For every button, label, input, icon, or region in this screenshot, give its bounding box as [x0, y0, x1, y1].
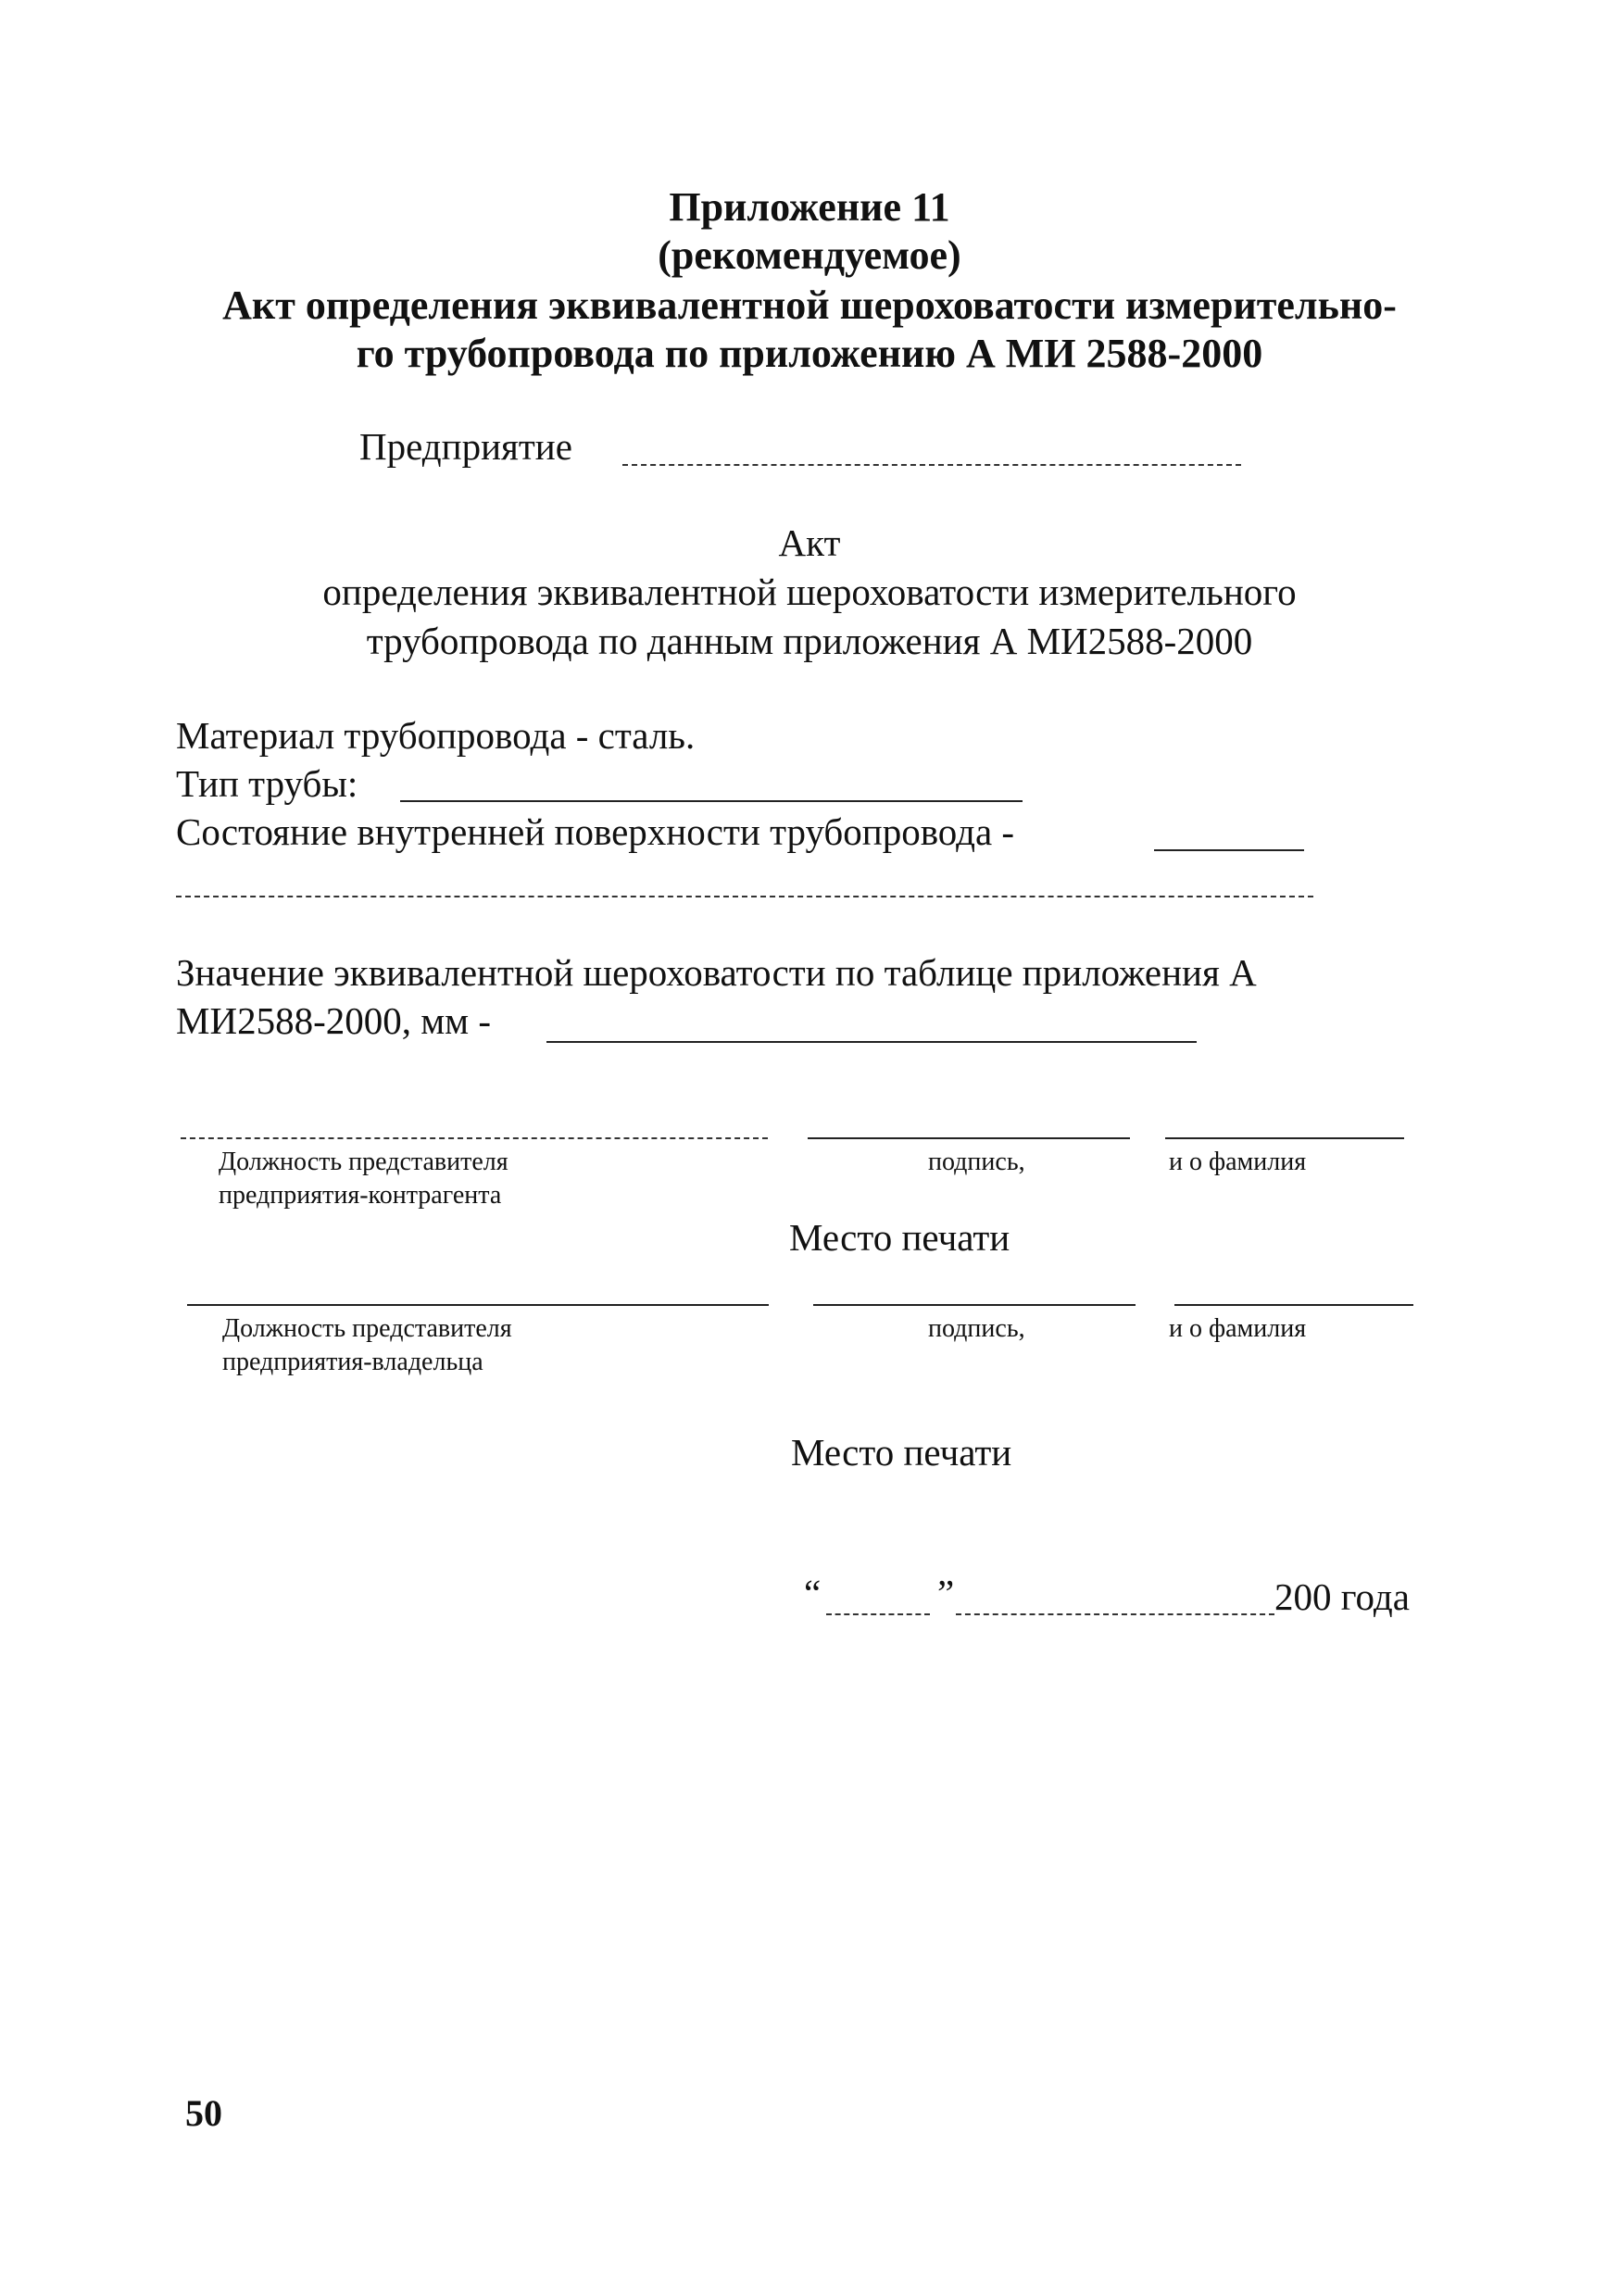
surface-state-continuation-field[interactable] [176, 896, 1313, 897]
date-day-field[interactable] [826, 1613, 930, 1615]
signature-1-name-caption: и о фамилия [1169, 1148, 1307, 1176]
document-title-line-2: го трубопровода по приложению А МИ 2588-2000 [356, 331, 1263, 376]
signature-1-position-line[interactable] [181, 1137, 768, 1139]
signature-2-position-caption-line-1: Должность представителя [222, 1314, 512, 1343]
document-title-line-1: Акт определения эквивалентной шероховатости измерительно- [222, 282, 1397, 328]
signature-2-stamp-place: Место печати [791, 1431, 1012, 1474]
signature-1-signature-line[interactable] [808, 1137, 1130, 1139]
roughness-value-field[interactable] [546, 1041, 1197, 1043]
signature-2-position-caption-line-2: предприятия-владельца [222, 1348, 483, 1376]
signature-2-signature-caption: подпись, [928, 1314, 1025, 1343]
date-open-quote: “ [804, 1572, 822, 1614]
date-year-suffix: 200 года [1274, 1575, 1410, 1618]
signature-2-signature-line[interactable] [813, 1304, 1136, 1306]
act-title: Акт [778, 521, 841, 564]
roughness-line-2: МИ2588-2000, мм - [176, 999, 492, 1042]
surface-state-field[interactable] [1154, 849, 1304, 851]
pipe-type-field[interactable] [400, 800, 1023, 802]
signature-2-name-line[interactable] [1174, 1304, 1413, 1306]
signature-1-signature-caption: подпись, [928, 1148, 1025, 1176]
signature-1-name-line[interactable] [1165, 1137, 1404, 1139]
date-month-year-field[interactable] [956, 1613, 1274, 1615]
appendix-title: Приложение 11 [669, 184, 950, 230]
material-line: Материал трубопровода - сталь. [176, 714, 696, 757]
roughness-line-1: Значение эквивалентной шероховатости по таблице приложения А [176, 951, 1257, 994]
act-subtitle-line-1: определения эквивалентной шероховатости измерительного [322, 571, 1297, 613]
signature-2-position-line[interactable] [187, 1304, 769, 1306]
signature-2-name-caption: и о фамилия [1169, 1314, 1307, 1343]
signature-1-position-caption-line-2: предприятия-контрагента [219, 1181, 502, 1210]
signature-1-stamp-place: Место печати [789, 1216, 1010, 1259]
enterprise-field[interactable] [622, 464, 1241, 466]
appendix-status: (рекомендуемое) [658, 232, 961, 278]
surface-state-label: Состояние внутренней поверхности трубопровода - [176, 810, 1015, 853]
date-close-quote: ” [937, 1572, 955, 1614]
pipe-type-label: Тип трубы: [176, 762, 358, 805]
enterprise-label: Предприятие [359, 425, 572, 468]
act-subtitle-line-2: трубопровода по данным приложения А МИ2588-2000 [366, 620, 1253, 662]
signature-1-position-caption-line-1: Должность представителя [219, 1148, 508, 1176]
page-number: 50 [185, 2092, 222, 2134]
